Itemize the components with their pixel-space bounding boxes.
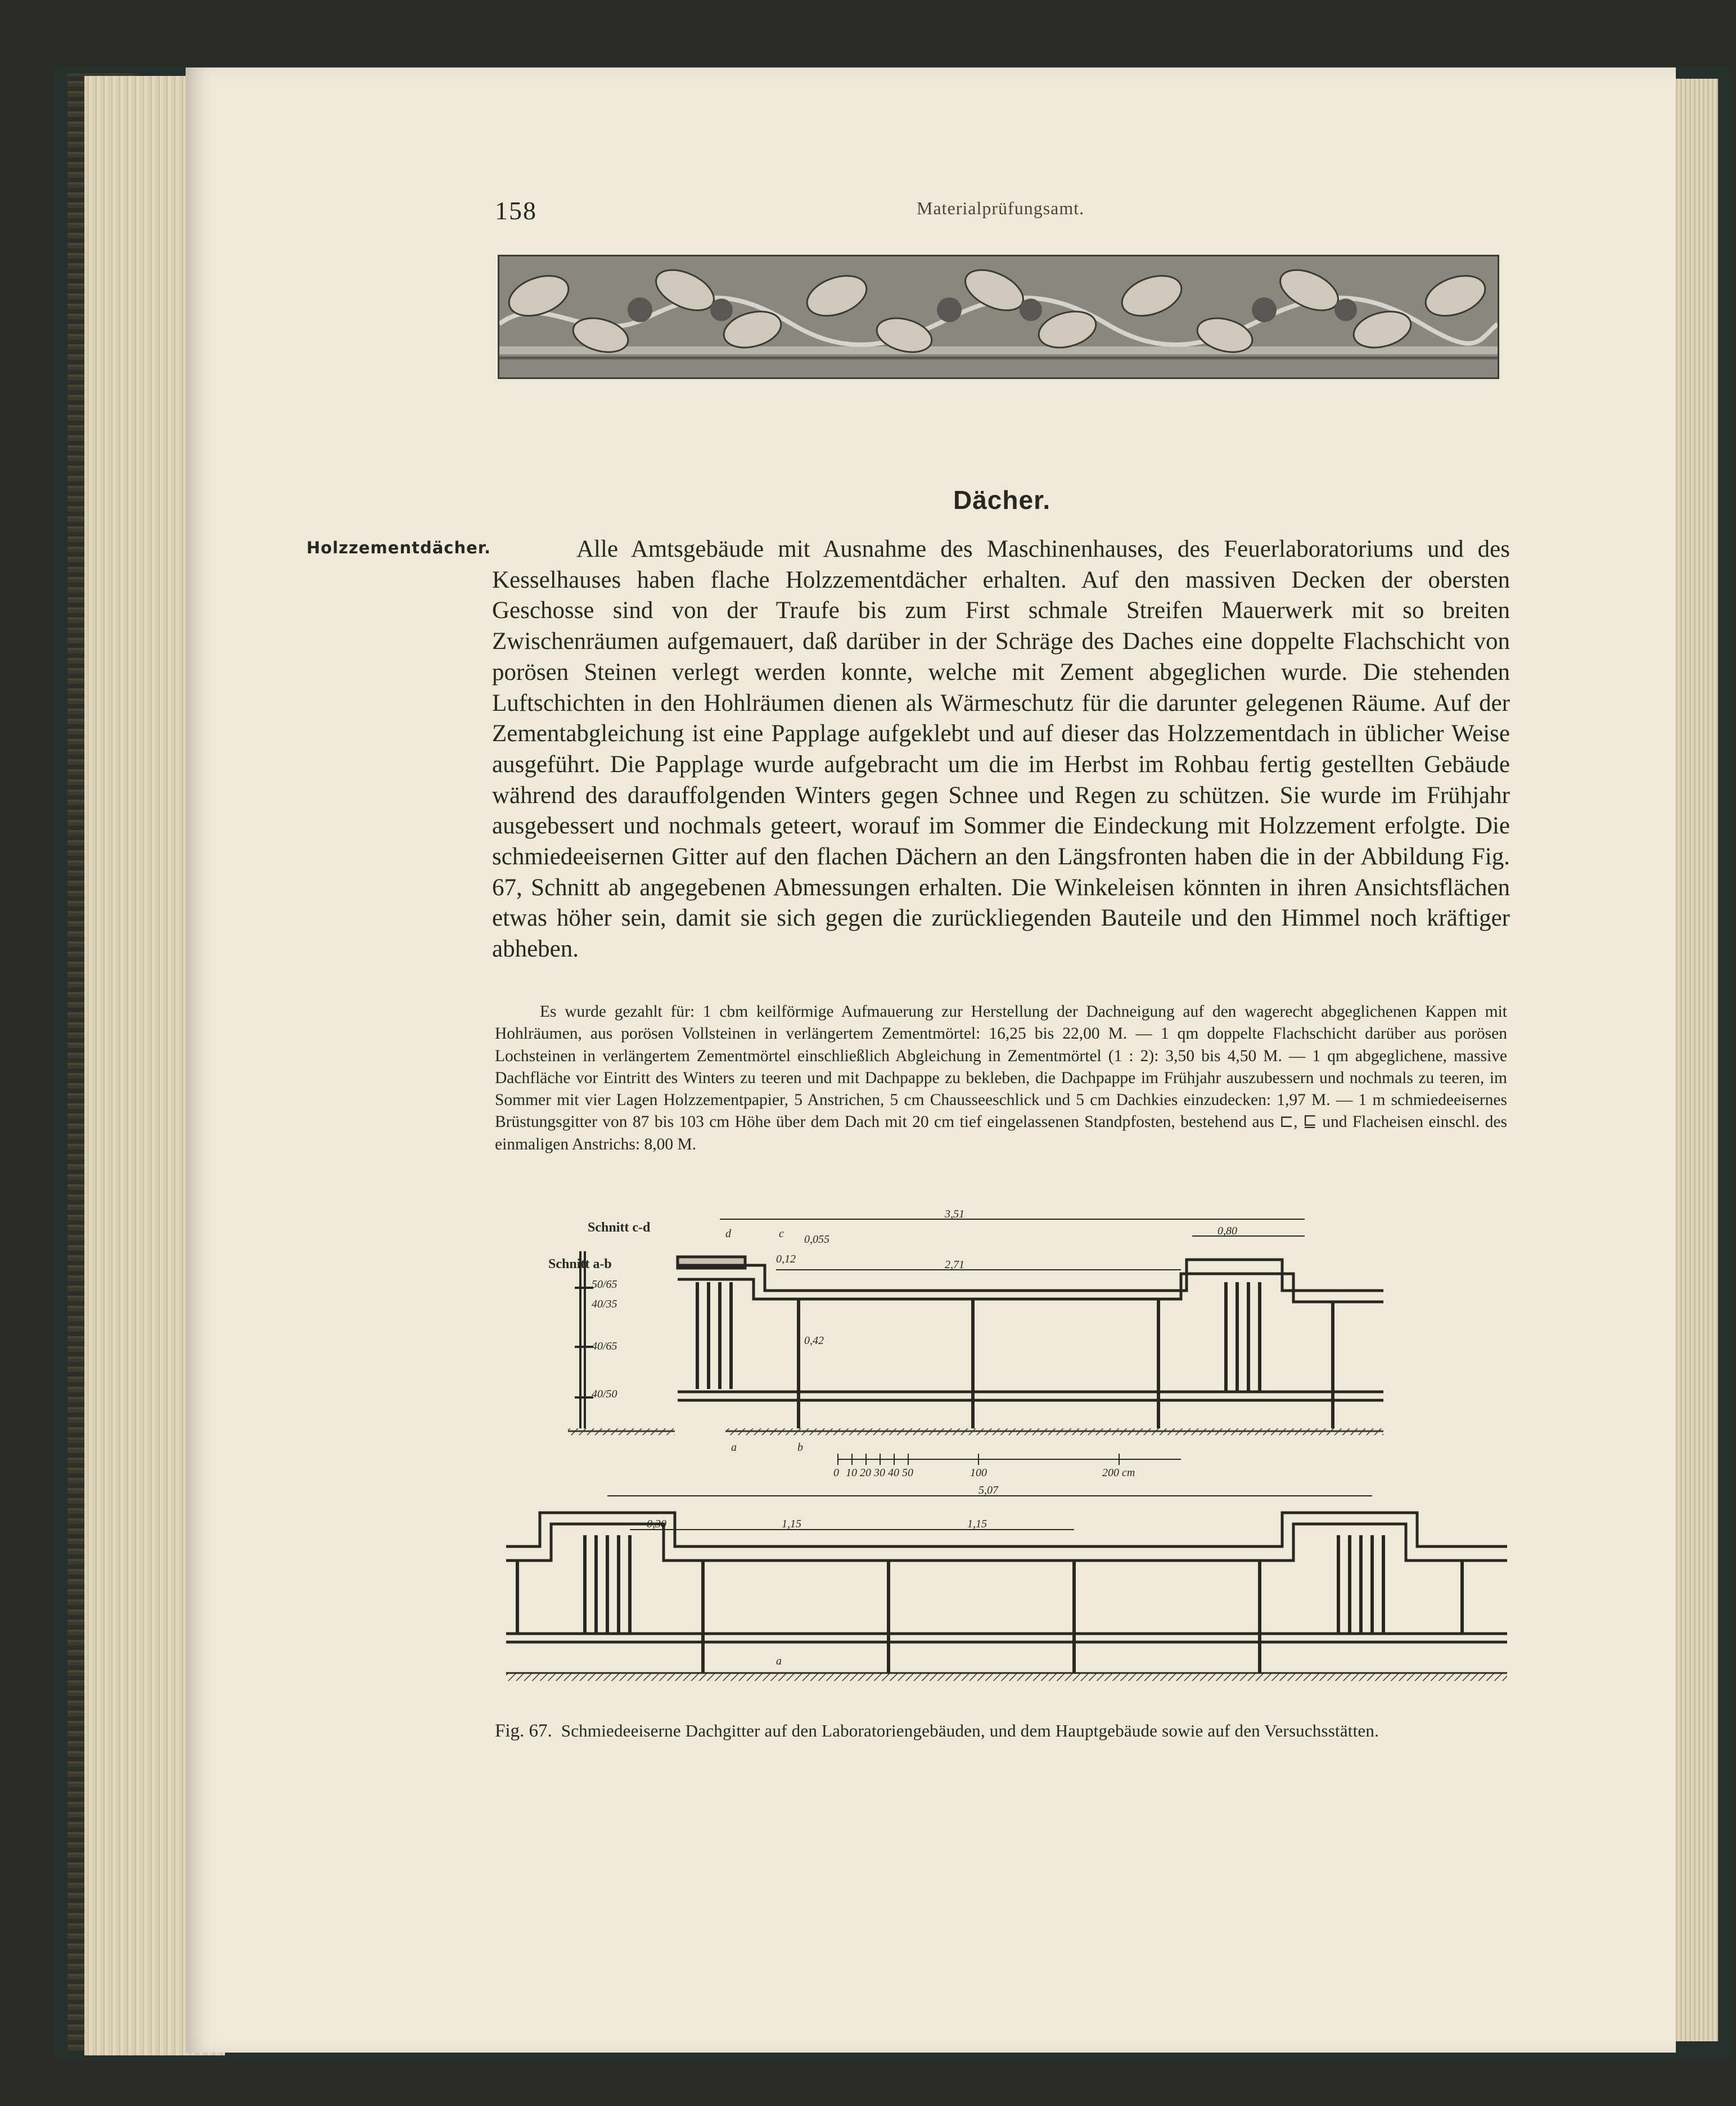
- letter-a: a: [731, 1441, 737, 1454]
- dim-080: 0,80: [1218, 1225, 1237, 1237]
- cost-note-paragraph: [495, 1001, 1507, 1156]
- scale-30: 30: [874, 1467, 885, 1479]
- railing-drawing-bottom: [495, 1479, 1513, 1710]
- dim-115-b: 1,15: [967, 1518, 987, 1530]
- letter-d: d: [725, 1228, 731, 1240]
- section-ab-post: [575, 1251, 593, 1428]
- dim-0055: 0,055: [804, 1233, 829, 1246]
- dim-507: 5,07: [979, 1484, 998, 1496]
- dim-042: 0,42: [804, 1334, 824, 1347]
- railing-rails-bottom: [506, 1513, 1507, 1642]
- railing-rails-top: [678, 1257, 1383, 1400]
- page-stack-right: [1673, 79, 1718, 2041]
- section-title: Dächer.: [953, 485, 1051, 515]
- body-paragraph: [492, 534, 1510, 965]
- margin-note: Holzzementdächer.: [306, 538, 491, 557]
- dim-271: 2,71: [945, 1259, 964, 1271]
- leaf-frieze-image: [499, 256, 1498, 377]
- dim-012: 0,12: [776, 1253, 796, 1265]
- caption-figure-number: Fig. 67.: [495, 1721, 552, 1741]
- railing-posts-top: [697, 1282, 1333, 1428]
- dim-351: 3,51: [945, 1208, 964, 1220]
- page-number: 158: [495, 196, 537, 225]
- running-head: Materialprüfungsamt.: [917, 198, 1085, 218]
- scale-40: 40: [888, 1467, 899, 1479]
- dim-030: 0,30: [647, 1518, 666, 1530]
- ab-dim-2: 40/35: [592, 1298, 617, 1310]
- scale-20: 20: [860, 1467, 871, 1479]
- body-text: Alle Amtsgebäude mit Ausnahme des Maschinenhauses, des Feuerlaboratoriums und des Kesselhauses haben flache Holzzementdächer erhalten. Auf den massiven Decken der obersten Geschosse sind von der Traufe bis zum First schmale Streifen Mauerwerk mit so breiten Zwischenräumen aufgemauert, daß darüber in der Schräge des Daches eine doppelte Flachschicht von porösen Steinen verlegt werden konnte, welche mit Zement abgeglichen wurde. Die stehenden Luftschichten in den Hohlräumen dienen als Wärmeschutz für die darunter gelegenen Räume. Auf der Zementabgleichung ist eine Papplage aufgeklebt und auf dieser das Holzzementdach in üblicher Weise ausgeführt. Die Papplage wurde aufgebracht um die im Herbst im Rohbau fertig gestellten Gebäude während des darauffolgenden Winters gegen Schnee und Regen zu schützen. Sie wurde im Frühjahr ausgebessert und nochmals geteert, worauf im Sommer die Eindeckung mit Holzzement erfolgte. Die schmiedeeisernen Gitter auf den flachen Dächern an den Längsfronten haben die in der Abbildung Fig. 67, Schnitt ab angegebenen Abmessungen erhalten. Die Winkeleisen könnten in ihren Ansichtsflächen etwas höher sein, damit sie sich gegen die zurückliegenden Bauteile und den Himmel noch kräftiger abheben.: [492, 536, 1510, 963]
- dimension-lines-bottom: [607, 1496, 1372, 1530]
- ornament-frieze: [498, 255, 1499, 379]
- railing-posts-bottom: [517, 1535, 1462, 1673]
- letter-c: c: [779, 1228, 784, 1240]
- scale-50: 50: [902, 1467, 913, 1479]
- cost-note-text: Es wurde gezahlt für: 1 cbm keilförmige Aufmauerung zur Herstellung der Dachneigung auf den wagerecht abgeglichenen Kappen mit Hohlräumen, aus porösen Vollsteinen in verlängertem Zementmörtel: 16,25 bis 22,00 M. — 1 qm doppelte Flachschicht darüber aus porösen Lochsteinen in verlängertem Zementmörtel einschließlich Abgleichung in Zementmörtel (1 : 2): 3,50 bis 4,50 M. — 1 qm abgeglichene, massive Dachfläche vor Eintritt des Winters zu teeren und mit Dachpappe zu bekleben, die Dachpappe im Frühjahr auszubessern und nochmals zu teeren, im Sommer mit vier Lagen Holzzementpapier, 5 Anstrichen, 5 cm Chausseeschlick und 5 cm Dachkies einzudecken: 1,97 M. — 1 m schmiedeeisernes Brüstungsgitter von 87 bis 103 cm Höhe über dem Dach mit 20 cm tief eingelassenen Standpfosten, bestehend aus ⊏, ⊑ und Flacheisen einschl. des einmaligen Anstrichs: 8,00 M.: [495, 1003, 1507, 1153]
- label-schnitt-cd: Schnitt c-d: [588, 1220, 651, 1235]
- scale-10: 10: [846, 1467, 857, 1479]
- roof-hatch-bottom: [506, 1673, 1507, 1681]
- scale-100: 100: [970, 1467, 987, 1479]
- ab-dim-1: 50/65: [592, 1278, 617, 1291]
- figure-caption: [495, 1721, 1379, 1742]
- railing-drawing-top: [540, 1203, 1400, 1479]
- letter-b: b: [797, 1441, 803, 1454]
- ab-dim-4: 40/50: [592, 1388, 617, 1400]
- scale-200: 200 cm: [1102, 1467, 1135, 1479]
- caption-text: Schmiedeeiserne Dachgitter auf den Laboratoriengebäuden, und dem Hauptgebäude sowie auf den Versuchsstätten.: [561, 1721, 1379, 1740]
- label-schnitt-ab: Schnitt a-b: [548, 1257, 612, 1271]
- scale-0: 0: [833, 1467, 839, 1479]
- ab-dim-3: 40/65: [592, 1340, 617, 1352]
- scale-bar: [838, 1454, 1181, 1465]
- letter-a-bottom: a: [776, 1655, 782, 1667]
- dim-115-a: 1,15: [782, 1518, 801, 1530]
